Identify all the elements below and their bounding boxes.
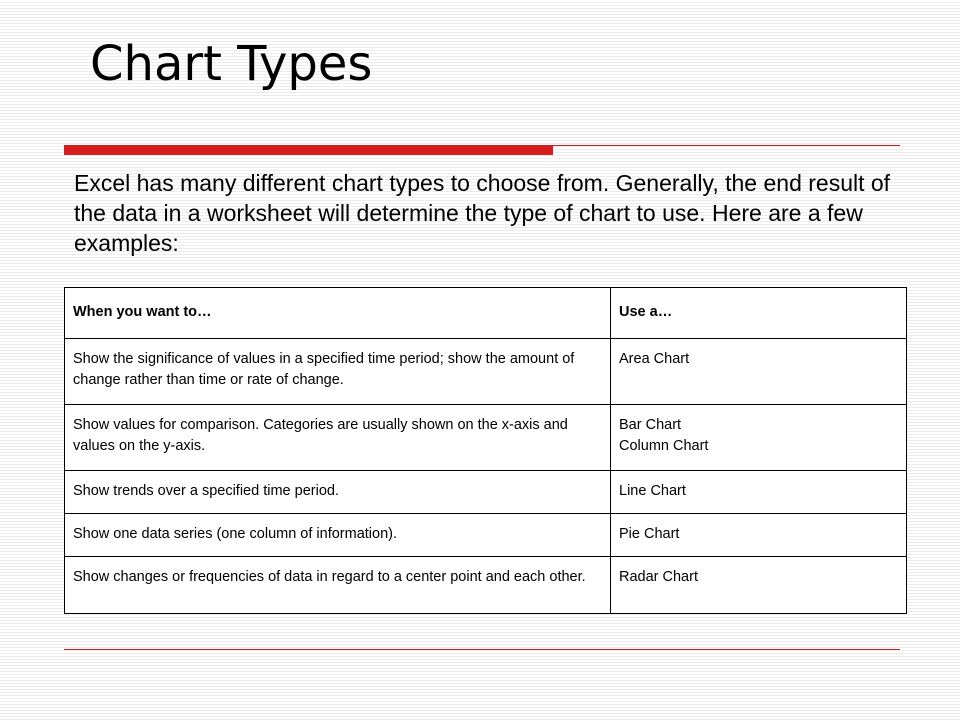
title-accent-bar — [64, 145, 553, 155]
slide-title: Chart Types — [90, 36, 373, 92]
chart-type-name: Column Chart — [619, 438, 709, 454]
chart-types-table — [64, 287, 907, 614]
header-use-a: Use a… — [611, 288, 907, 339]
chart-type-cell — [611, 405, 907, 471]
chart-type-name: Bar Chart — [619, 417, 682, 433]
footer-accent-line — [64, 649, 900, 650]
purpose-cell: Show trends over a specified time period. — [65, 471, 611, 514]
chart-type-cell — [611, 514, 907, 557]
chart-type-name: Radar Chart — [619, 569, 698, 585]
purpose-cell: Show the significance of values in a specified time period; show the amount of change rather than time or rate of change. — [65, 339, 611, 405]
purpose-cell: Show changes or frequencies of data in regard to a center point and each other. — [65, 557, 611, 614]
table-row — [65, 405, 907, 471]
title-accent-line — [553, 145, 900, 146]
header-when-you-want-to: When you want to… — [65, 288, 611, 339]
table-row — [65, 471, 907, 514]
chart-type-name: Pie Chart — [619, 526, 680, 542]
chart-type-cell — [611, 557, 907, 614]
chart-type-cell — [611, 471, 907, 514]
chart-type-name: Line Chart — [619, 483, 686, 499]
chart-type-name: Area Chart — [619, 351, 690, 367]
table-row — [65, 514, 907, 557]
intro-paragraph: Excel has many different chart types to choose from. Generally, the end result of the data in a worksheet will determine the type of chart to use. Here are a few examples: — [74, 170, 891, 256]
chart-type-cell — [611, 339, 907, 405]
purpose-cell: Show values for comparison. Categories are usually shown on the x-axis and values on the y-axis. — [65, 405, 611, 471]
table-row — [65, 557, 907, 614]
table-row — [65, 339, 907, 405]
purpose-cell: Show one data series (one column of information). — [65, 514, 611, 557]
table-header-row — [65, 288, 907, 339]
